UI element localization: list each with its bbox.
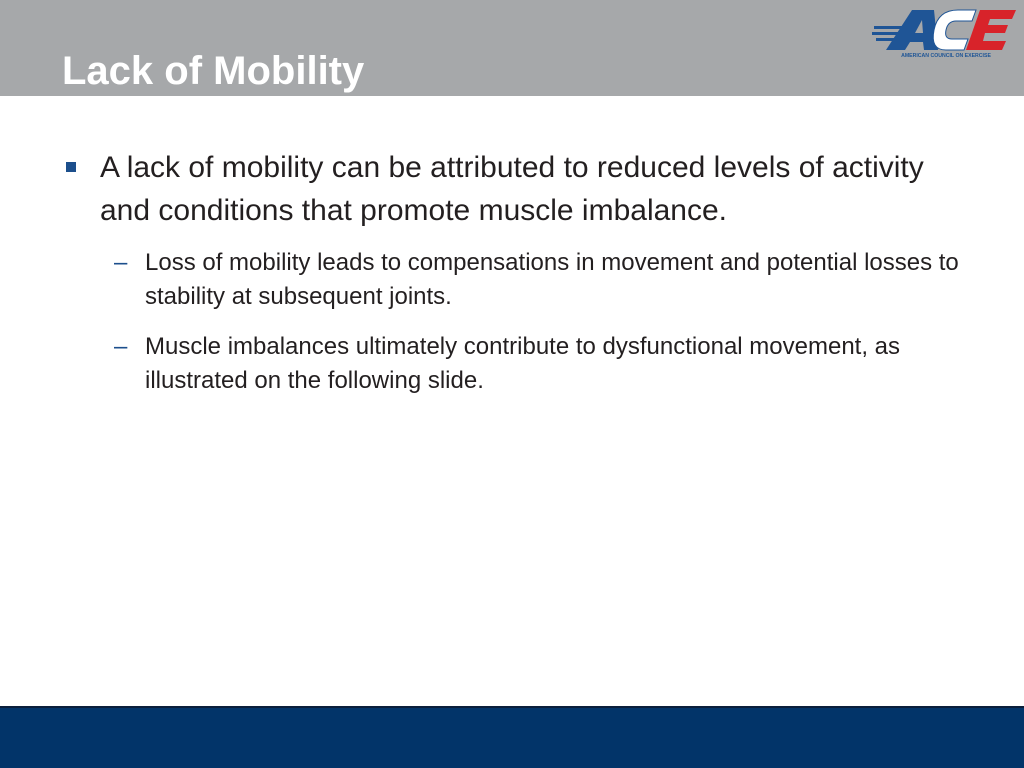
footer-divider xyxy=(0,706,1024,708)
sub-bullet-item xyxy=(114,246,962,314)
bullet-text: A lack of mobility can be attributed to reduced levels of activity and conditions that promote muscle imbalance. xyxy=(100,151,924,227)
ace-logo xyxy=(872,6,1020,58)
ace-logo-letter-a xyxy=(886,10,938,50)
sub-bullet-text: Loss of mobility leads to compensations in movement and potential losses to stability at subsequent joints. xyxy=(145,249,959,310)
sub-bullet-item xyxy=(114,330,962,398)
bullet-item xyxy=(62,146,962,232)
slide-title: Lack of Mobility xyxy=(62,49,365,93)
ace-logo-graphic xyxy=(872,6,1020,58)
slide-content xyxy=(62,146,962,414)
sub-bullet-list xyxy=(62,246,962,398)
ace-logo-tagline: AMERICAN COUNCIL ON EXERCISE xyxy=(901,53,991,58)
dash-bullet-icon: – xyxy=(114,249,128,276)
footer-bar xyxy=(0,706,1024,768)
square-bullet-icon xyxy=(66,162,76,172)
dash-bullet-icon: – xyxy=(114,333,128,360)
title-bar xyxy=(0,0,1024,96)
sub-bullet-text: Muscle imbalances ultimately contribute to dysfunctional movement, as illustrated on the following slide. xyxy=(145,333,901,394)
